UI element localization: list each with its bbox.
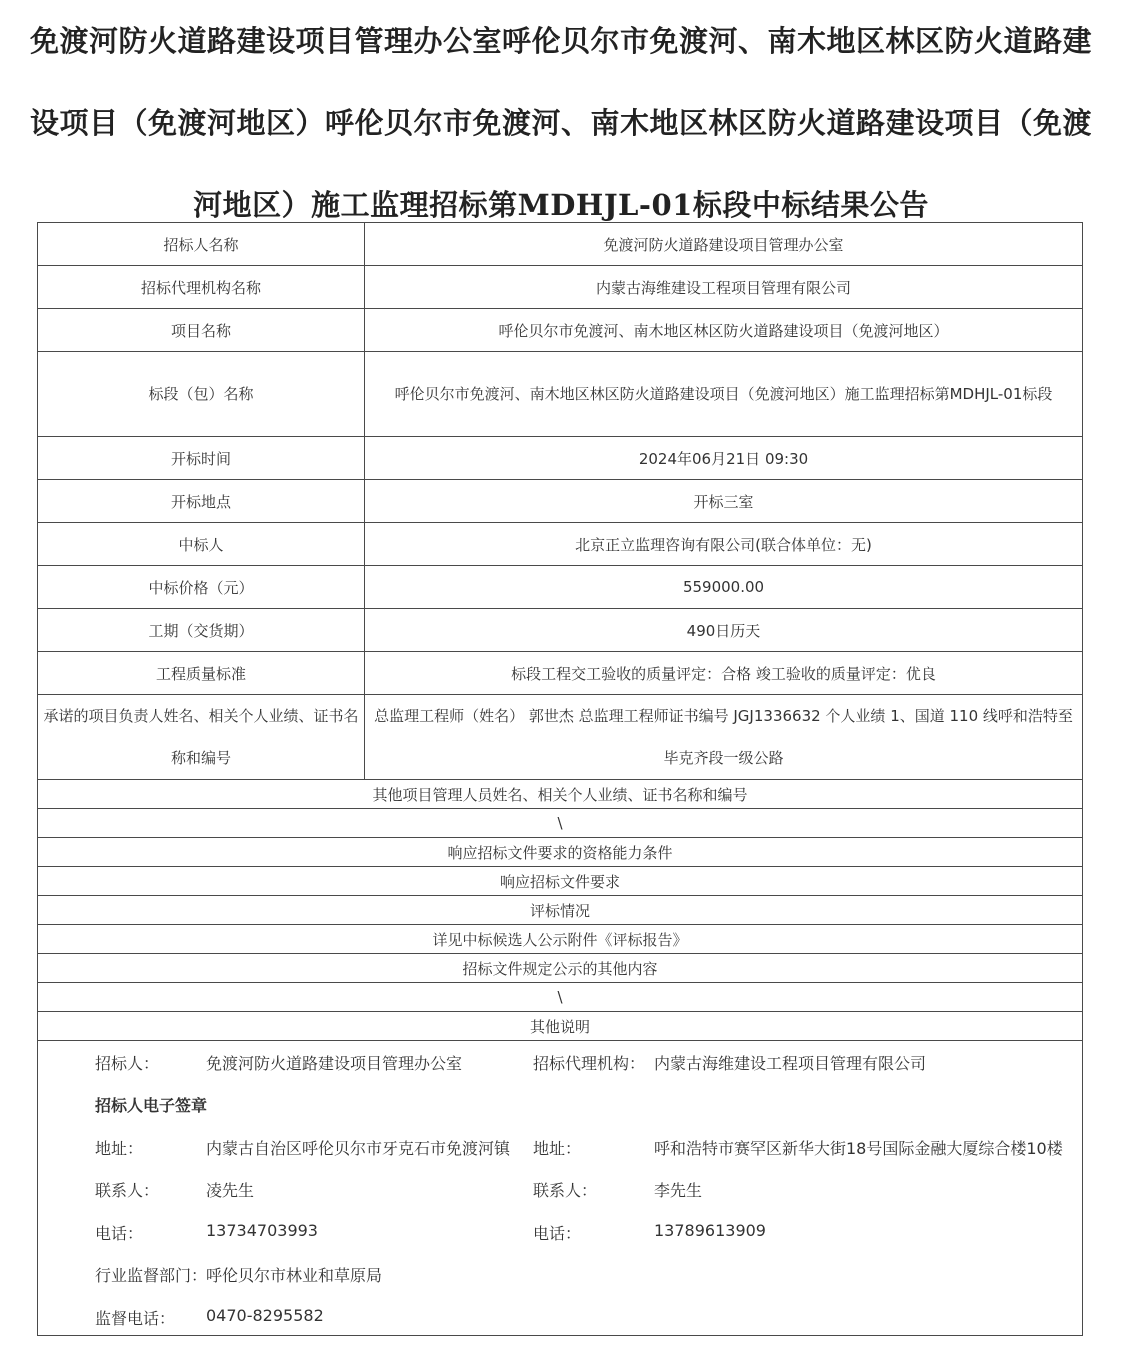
agency-address-label: 地址：	[533, 1139, 582, 1158]
supervisor-phone-label: 监督电话：	[95, 1309, 176, 1328]
row-label: 承诺的项目负责人姓名、相关个人业绩、证书名称和编号	[38, 695, 365, 779]
section-row: \	[38, 983, 1082, 1012]
row-label: 开标地点	[38, 480, 365, 522]
table-row	[38, 695, 1082, 780]
section-row: \	[38, 809, 1082, 838]
page-title: 免渡河防火道路建设项目管理办公室呼伦贝尔市免渡河、南木地区林区防火道路建设项目（免渡河地区）呼伦贝尔市免渡河、南木地区林区防火道路建设项目（免渡河地区）施工监理招标第MDHJL-01标段中标结果公告	[30, 24, 1093, 222]
address-value: 内蒙古自治区呼伦贝尔市牙克石市免渡河镇	[206, 1139, 511, 1158]
table-row	[38, 352, 1082, 437]
row-value: 免渡河防火道路建设项目管理办公室	[603, 235, 844, 254]
row-value: 呼伦贝尔市免渡河、南木地区林区防火道路建设项目（免渡河地区）	[498, 321, 949, 340]
row-value: 呼伦贝尔市免渡河、南木地区林区防火道路建设项目（免渡河地区）施工监理招标第MDHJL-01标段	[394, 385, 1053, 403]
supervisor-phone-value: 0470-8295582	[206, 1306, 324, 1325]
address-label: 地址：	[95, 1139, 144, 1158]
result-table	[37, 222, 1083, 1336]
section-row: 响应招标文件要求的资格能力条件	[38, 838, 1082, 867]
agency-contact-label: 联系人：	[533, 1181, 598, 1200]
row-value: 内蒙古海维建设工程项目管理有限公司	[595, 278, 851, 297]
table-row	[38, 609, 1082, 652]
table-row	[38, 437, 1082, 480]
row-label: 招标人名称	[38, 223, 365, 265]
row-value: 开标三室	[693, 492, 754, 511]
section-row: 详见中标候选人公示附件《评标报告》	[38, 925, 1082, 954]
agency-label: 招标代理机构：	[533, 1054, 646, 1073]
row-label: 工期（交货期）	[38, 609, 365, 651]
section-row: 其他项目管理人员姓名、相关个人业绩、证书名称和编号	[38, 780, 1082, 809]
row-label: 工程质量标准	[38, 652, 365, 694]
section-row: 招标文件规定公示的其他内容	[38, 954, 1082, 983]
row-label: 开标时间	[38, 437, 365, 479]
section-row: 其他说明	[38, 1012, 1082, 1041]
row-label: 中标人	[38, 523, 365, 565]
section-row: 响应招标文件要求	[38, 867, 1082, 896]
row-value: 2024年06月21日 09:30	[638, 449, 809, 468]
table-row	[38, 223, 1082, 266]
row-value: 490日历天	[686, 621, 761, 640]
row-value: 总监理工程师（姓名） 郭世杰 总监理工程师证书编号 JGJ1336632 个人业绩 1、国道 110 线呼和浩特至毕克齐段一级公路	[374, 707, 1073, 767]
supervisor-value: 呼伦贝尔市林业和草原局	[206, 1266, 383, 1285]
agency-phone-label: 电话：	[533, 1224, 582, 1243]
tenderer-value: 免渡河防火道路建设项目管理办公室	[206, 1054, 463, 1073]
row-label: 项目名称	[38, 309, 365, 351]
agency-value: 内蒙古海维建设工程项目管理有限公司	[654, 1054, 927, 1073]
row-label: 标段（包）名称	[38, 352, 365, 436]
row-label: 招标代理机构名称	[38, 266, 365, 308]
phone-label: 电话：	[95, 1224, 144, 1243]
row-value: 559000.00	[682, 578, 765, 596]
contact-label: 联系人：	[95, 1181, 160, 1200]
supervisor-label: 行业监督部门：	[95, 1266, 208, 1285]
contact-value: 凌先生	[206, 1181, 255, 1200]
table-row	[38, 480, 1082, 523]
agency-address-value: 呼和浩特市赛罕区新华大街18号国际金融大厦综合楼10楼	[654, 1139, 1063, 1158]
table-row	[38, 309, 1082, 352]
agency-contact-value: 李先生	[654, 1181, 703, 1200]
row-value: 标段工程交工验收的质量评定：合格 竣工验收的质量评定：优良	[511, 664, 936, 683]
agency-phone-value: 13789613909	[654, 1221, 766, 1240]
phone-value: 13734703993	[206, 1221, 318, 1240]
table-row	[38, 566, 1082, 609]
tenderer-label: 招标人：	[95, 1054, 160, 1073]
section-row: 评标情况	[38, 896, 1082, 925]
table-row	[38, 523, 1082, 566]
row-label: 中标价格（元）	[38, 566, 365, 608]
row-value: 北京正立监理咨询有限公司(联合体单位：无)	[575, 535, 872, 554]
signature-label: 招标人电子签章	[95, 1096, 208, 1115]
table-row	[38, 266, 1082, 309]
table-row	[38, 652, 1082, 695]
